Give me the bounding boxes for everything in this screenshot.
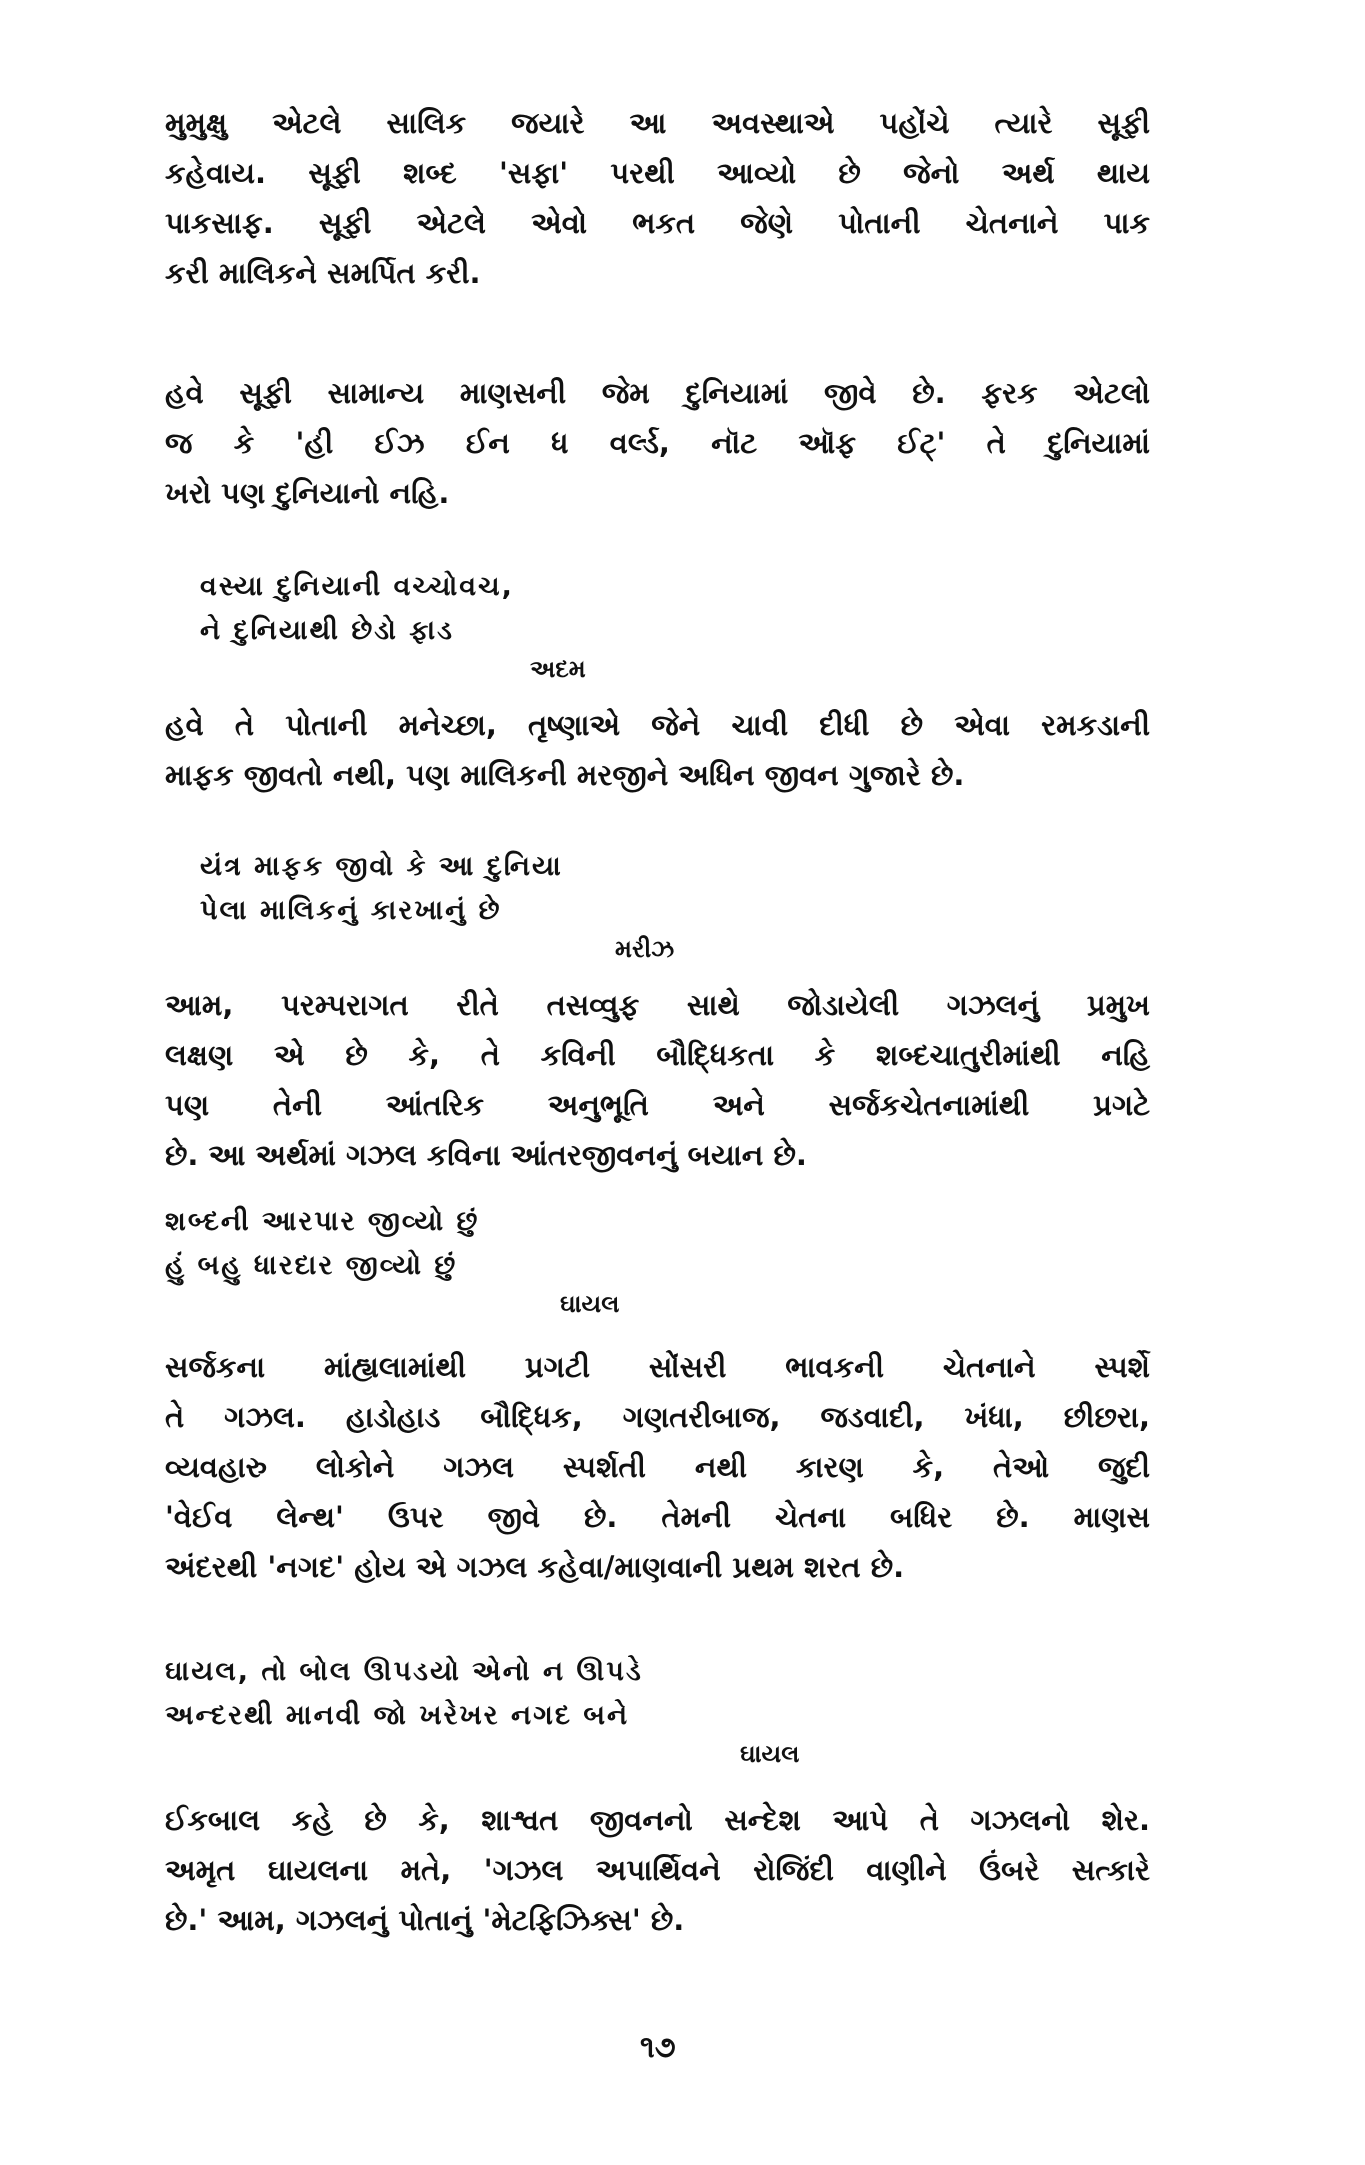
verse-2 [200,845,563,933]
verse-line: યંત્ર માફક જીવો કે આ દુનિયા [200,851,563,882]
paragraph-4 [165,980,1150,1180]
paragraph-line: પાકસાફ. સૂફી એટલે એવો ભકત જેણે પોતાની ચેતનાને પાક [165,206,1150,240]
paragraph-line: મુમુક્ષુ એટલે સાલિક જયારે આ અવસ્થાએ પહોંચે ત્યારે સૂફી [165,106,1150,140]
paragraph-5 [165,1342,1150,1592]
poet-name: મરીઝ [615,935,675,963]
paragraph-line: અંદરથી 'નગદ' હોય એ ગઝલ કહેવા/માણવાની પ્રથમ શરત છે. [165,1550,905,1584]
verse-1 [200,565,514,653]
paragraph-line: ખરો પણ દુનિયાનો નહિ. [165,476,450,510]
paragraph-line: જ કે 'હી ઈઝ ઈન ધ વર્લ્ડ, નૉટ ઑફ ઈટ્' તે દુનિયામાં [165,426,1150,460]
poet-name: અદમ [530,655,586,683]
page-number: ૧૭ [640,2030,676,2065]
paragraph-line: હવે તે પોતાની મનેચ્છા, તૃષ્ણાએ જેને ચાવી દીધી છે એવા રમકડાની [165,708,1150,742]
paragraph-line: વ્યવહારુ લોકોને ગઝલ સ્પર્શતી નથી કારણ કે, તેઓ જુદી [165,1450,1150,1484]
verse-line: શબ્દની આરપાર જીવ્યો છું [165,1206,480,1237]
poet-name: ઘાયલ [560,1290,620,1318]
verse-line: અન્દરથી માનવી જો ખરેખર નગદ બને [165,1700,630,1731]
paragraph-line: ઈકબાલ કહે છે કે, શાશ્વત જીવનનો સન્દેશ આપે તે ગઝલનો શેર. [165,1803,1150,1837]
paragraph-line: હવે સૂફી સામાન્ય માણસની જેમ દુનિયામાં જીવે છે. ફરક એટલો [165,376,1150,410]
paragraph-line: આમ, પરમ્પરાગત રીતે તસવ્વુફ સાથે જોડાયેલી ગઝલનું પ્રમુખ [165,988,1150,1022]
verse-4 [165,1650,643,1738]
paragraph-line: કહેવાય. સૂફી શબ્દ 'સફા' પરથી આવ્યો છે જેનો અર્થ થાય [165,156,1151,190]
verse-line: પેલા માલિકનું કારખાનું છે [200,895,502,926]
verse-line: વસ્યા દુનિયાની વચ્ચોવચ, [200,571,514,602]
paragraph-line: માફક જીવતો નથી, પણ માલિકની મરજીને અધિન જીવન ગુજારે છે. [165,758,965,792]
paragraph-3 [165,700,1150,800]
verse-line: હું બહુ ધારદાર જીવ્યો છું [165,1250,458,1281]
paragraph-line: કરી માલિકને સમર્પિત કરી. [165,256,481,290]
paragraph-line: છે.' આમ, ગઝલનું પોતાનું 'મેટફિઝિક્સ' છે. [165,1903,685,1937]
paragraph-line: છે. આ અર્થમાં ગઝલ કવિના આંતરજીવનનું બયાન છે. [165,1138,807,1172]
paragraph-line: અમૃત ઘાયલના મતે, 'ગઝલ અપાર્થિવને રોજિંદી વાણીને ઉંબરે સત્કારે [165,1853,1150,1887]
paragraph-line: 'વેઈવ લેન્થ' ઉપર જીવે છે. તેમની ચેતના બધિર છે. માણસ [165,1500,1150,1534]
paragraph-line: પણ તેની આંતરિક અનુભૂતિ અને સર્જકચેતનામાંથી પ્રગટે [165,1088,1150,1122]
paragraph-6 [165,1795,1150,1945]
paragraph-line: તે ગઝલ. હાડોહાડ બૌદ્ધિક, ગણતરીબાજ, જડવાદી, ખંધા, છીછરા, [165,1400,1150,1434]
verse-line: ઘાયલ, તો બોલ ઊપડયો એનો ન ઊપડે [165,1656,643,1687]
paragraph-line: સર્જકના માંહ્યલામાંથી પ્રગટી સોંસરી ભાવકની ચેતનાને સ્પર્શે [165,1350,1150,1384]
verse-3 [165,1200,479,1288]
paragraph-line: લક્ષણ એ છે કે, તે કવિની બૌદ્ધિકતા કે શબ્દચાતુરીમાંથી નહિ [165,1038,1150,1072]
paragraph-2 [165,368,1150,518]
poet-name: ઘાયલ [740,1740,800,1768]
verse-line: ને દુનિયાથી છેડો ફાડ [200,615,454,646]
paragraph-1 [165,98,1150,298]
